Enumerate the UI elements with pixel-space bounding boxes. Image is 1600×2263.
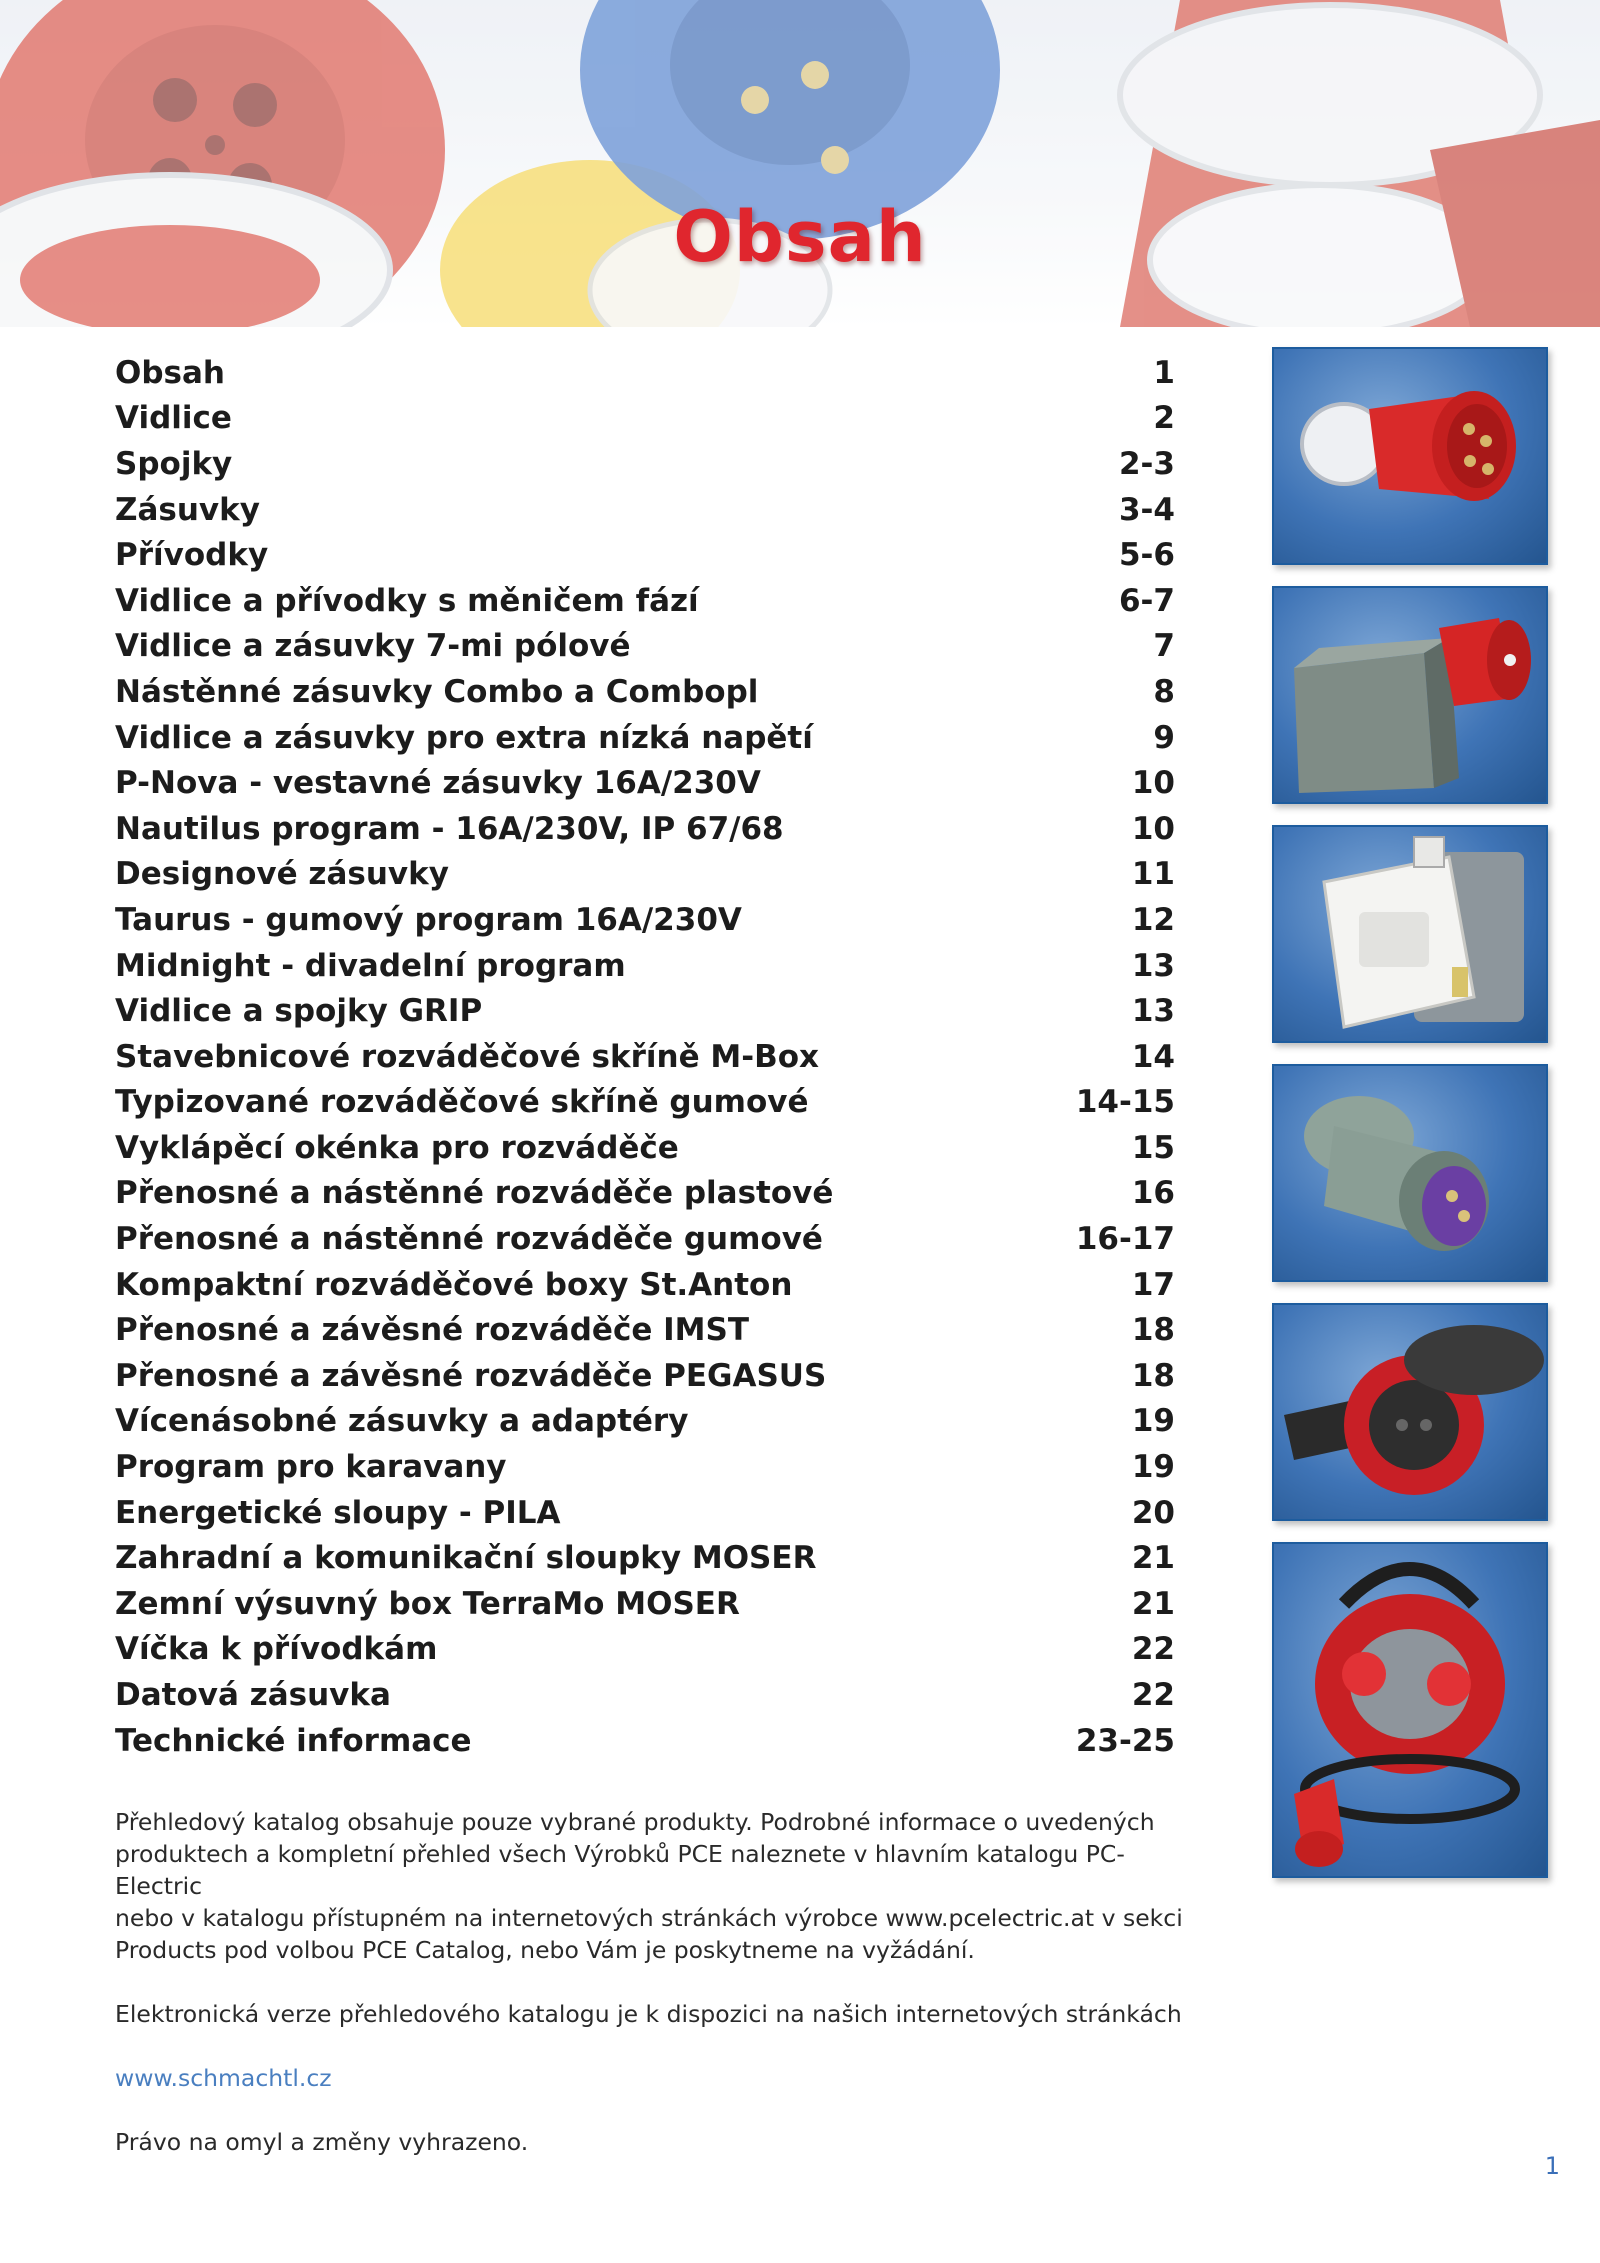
toc-label: Program pro karavany: [115, 1449, 507, 1486]
toc-row[interactable]: [115, 1444, 1175, 1490]
white-wall-socket-photo: [1272, 825, 1548, 1043]
toc-row[interactable]: [115, 1718, 1175, 1764]
toc-label: P-Nova - vestavné zásuvky 16A/230V: [115, 765, 761, 802]
toc-label: Zásuvky: [115, 491, 260, 528]
toc-row[interactable]: [115, 487, 1175, 533]
toc-page-number: 16: [1131, 1175, 1175, 1212]
toc-row[interactable]: [115, 1353, 1175, 1399]
toc-page-number: 20: [1131, 1494, 1175, 1531]
toc-page-number: 18: [1131, 1312, 1175, 1349]
toc-row[interactable]: [115, 1034, 1175, 1080]
toc-row[interactable]: [115, 1307, 1175, 1353]
toc-page-number: 16-17: [1075, 1221, 1175, 1258]
toc-row[interactable]: [115, 760, 1175, 806]
toc-row[interactable]: [115, 1672, 1175, 1718]
toc-page-number: 3-4: [1118, 491, 1175, 528]
toc-label: Datová zásuvka: [115, 1677, 391, 1714]
toc-page-number: 14: [1131, 1038, 1175, 1075]
toc-label: Energetické sloupy - PILA: [115, 1494, 561, 1531]
toc-label: Přenosné a závěsné rozváděče PEGASUS: [115, 1357, 827, 1394]
notes-line: produktech a kompletní přehled všech Výrobků PCE naleznete v hlavním katalogu PC-Electric: [115, 1840, 1125, 1900]
toc-row[interactable]: [115, 1125, 1175, 1171]
toc-page-number: 13: [1131, 947, 1175, 984]
toc-label: Přenosné a nástěnné rozváděče gumové: [115, 1221, 823, 1258]
toc-label: Technické informace: [115, 1722, 472, 1759]
toc-row[interactable]: [115, 1262, 1175, 1308]
toc-label: Stavebnicové rozváděčové skříně M-Box: [115, 1038, 820, 1075]
red-portable-distributor-photo: [1272, 1542, 1548, 1878]
toc-row[interactable]: [115, 669, 1175, 715]
toc-row[interactable]: [115, 1216, 1175, 1262]
toc-row[interactable]: [115, 532, 1175, 578]
toc-row[interactable]: [115, 943, 1175, 989]
toc-page-number: 11: [1131, 856, 1175, 893]
toc-row[interactable]: [115, 1171, 1175, 1217]
toc-page-number: 14-15: [1075, 1084, 1175, 1121]
toc-row[interactable]: [115, 897, 1175, 943]
toc-row[interactable]: [115, 1627, 1175, 1673]
toc-page-number: 21: [1131, 1540, 1175, 1577]
toc-label: Taurus - gumový program 16A/230V: [115, 901, 742, 938]
toc-row[interactable]: [115, 988, 1175, 1034]
toc-page-number: 12: [1131, 901, 1175, 938]
toc-page-number: 6-7: [1118, 582, 1175, 619]
toc-row[interactable]: [115, 1490, 1175, 1536]
notes-line: Products pod volbou PCE Catalog, nebo Vám je poskytneme na vyžádání.: [115, 1936, 975, 1964]
toc-label: Vyklápěcí okénka pro rozváděče: [115, 1129, 679, 1166]
toc-label: Designové zásuvky: [115, 856, 449, 893]
toc-page-number: 2-3: [1118, 445, 1175, 482]
page-number: 1: [1544, 2152, 1560, 2180]
toc-row[interactable]: [115, 578, 1175, 624]
toc-page-number: 8: [1153, 673, 1175, 710]
toc-label: Zemní výsuvný box TerraMo MOSER: [115, 1585, 740, 1622]
table-of-contents: [115, 350, 1175, 1763]
toc-label: Vidlice a zásuvky pro extra nízká napětí: [115, 719, 813, 756]
toc-row[interactable]: [115, 715, 1175, 761]
toc-page-number: 19: [1131, 1403, 1175, 1440]
toc-label: Zahradní a komunikační sloupky MOSER: [115, 1540, 817, 1577]
toc-label: Nástěnné zásuvky Combo a Combopl: [115, 673, 759, 710]
product-thumbnails: [1272, 347, 1548, 1899]
toc-label: Typizované rozváděčové skříně gumové: [115, 1084, 809, 1121]
toc-row[interactable]: [115, 1581, 1175, 1627]
notes-line: nebo v katalogu přístupném na internetových stránkách výrobce www.pcelectric.at v sekci: [115, 1904, 1183, 1932]
toc-page-number: 23-25: [1075, 1722, 1175, 1759]
toc-row[interactable]: [115, 852, 1175, 898]
toc-label: Obsah: [115, 354, 225, 391]
toc-page-number: 7: [1153, 628, 1175, 665]
toc-row[interactable]: [115, 396, 1175, 442]
toc-page-number: 19: [1131, 1449, 1175, 1486]
toc-page-number: 18: [1131, 1357, 1175, 1394]
toc-label: Vidlice a spojky GRIP: [115, 993, 483, 1030]
toc-page-number: 5-6: [1118, 537, 1175, 574]
toc-row[interactable]: [115, 1080, 1175, 1126]
red-cee-plug-photo: [1272, 347, 1548, 565]
toc-page-number: 22: [1131, 1631, 1175, 1668]
toc-row[interactable]: [115, 624, 1175, 670]
toc-page-number: 1: [1153, 354, 1175, 391]
toc-label: Víčka k přívodkám: [115, 1631, 438, 1668]
toc-label: Spojky: [115, 445, 233, 482]
toc-label: Kompaktní rozváděčové boxy St.Anton: [115, 1266, 793, 1303]
website-link[interactable]: www.schmachtl.cz: [115, 2064, 332, 2092]
toc-page-number: 22: [1131, 1677, 1175, 1714]
toc-page-number: 13: [1131, 993, 1175, 1030]
red-rubber-socket-with-lid-photo: [1272, 1303, 1548, 1521]
toc-page-number: 17: [1131, 1266, 1175, 1303]
toc-label: Midnight - divadelní program: [115, 947, 626, 984]
toc-row[interactable]: [115, 350, 1175, 396]
electronic-version-note: Elektronická verze přehledového katalogu je k dispozici na našich internetových stránkách: [115, 2000, 1182, 2028]
disclaimer: Právo na omyl a změny vyhrazeno.: [115, 2128, 529, 2156]
toc-label: Přenosné a nástěnné rozváděče plastové: [115, 1175, 834, 1212]
toc-label: Vidlice a přívodky s měničem fází: [115, 582, 699, 619]
toc-page-number: 21: [1131, 1585, 1175, 1622]
toc-label: Přívodky: [115, 537, 269, 574]
grey-wall-box-with-red-plug-photo: [1272, 586, 1548, 804]
page-title: Obsah: [673, 196, 927, 278]
toc-page-number: 2: [1153, 400, 1175, 437]
toc-row[interactable]: [115, 1535, 1175, 1581]
toc-label: Vícenásobné zásuvky a adaptéry: [115, 1403, 689, 1440]
toc-label: Vidlice a zásuvky 7-mi pólové: [115, 628, 631, 665]
toc-label: Vidlice: [115, 400, 232, 437]
toc-page-number: 15: [1131, 1129, 1175, 1166]
grey-purple-plug-photo: [1272, 1064, 1548, 1282]
header-banner: [0, 0, 1600, 327]
toc-row[interactable]: [115, 806, 1175, 852]
toc-row[interactable]: [115, 441, 1175, 487]
toc-page-number: 9: [1153, 719, 1175, 756]
toc-label: Nautilus program - 16A/230V, IP 67/68: [115, 810, 784, 847]
catalog-notes: [115, 1806, 1195, 2158]
toc-label: Přenosné a závěsné rozváděče IMST: [115, 1312, 750, 1349]
toc-page-number: 10: [1131, 810, 1175, 847]
notes-line: Přehledový katalog obsahuje pouze vybrané produkty. Podrobné informace o uvedených: [115, 1808, 1155, 1836]
toc-row[interactable]: [115, 1399, 1175, 1445]
toc-page-number: 10: [1131, 765, 1175, 802]
